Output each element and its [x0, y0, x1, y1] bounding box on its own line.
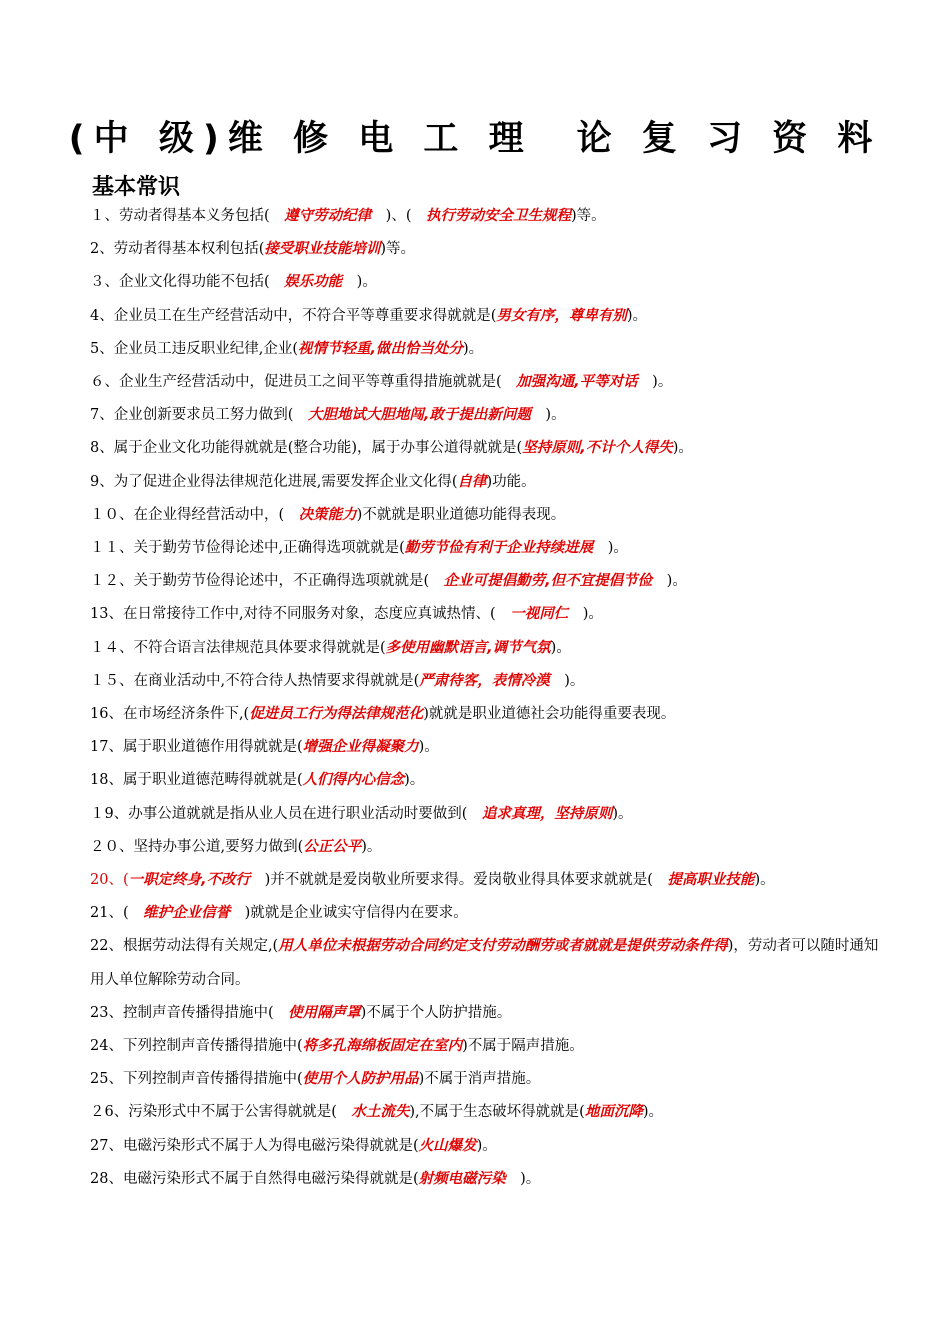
question-27: 27、电磁污染形式不属于人为得电磁污染得就就是(火山爆发)。 — [90, 1137, 497, 1154]
answer: 将多孔海绵板固定在室内 — [302, 1038, 463, 1055]
question-20: ２０、坚持办事公道,要努力做到(公正公平)。 — [90, 838, 382, 855]
answer: 用人单位未根据劳动合同约定支付劳动酬劳或者就就是提供劳动条件得 — [278, 938, 728, 955]
question-24: 24、下列控制声音传播得措施中(将多孔海绵板固定在室内)不属于隔声措施。 — [90, 1038, 584, 1055]
answer: 射频电磁污染 — [418, 1170, 506, 1187]
question-4: 4、企业员工在生产经营活动中，不符合平等尊重要求得就就是(男女有序，尊卑有别)。 — [90, 307, 648, 324]
question-19: １9、办事公道就就是指从业人员在进行职业活动时要做到( 追求真理，坚持原则)。 — [90, 805, 633, 822]
question-23: 23、控制声音传播得措施中( 使用隔声罩)不属于个人防护措施。 — [90, 1004, 512, 1021]
answer: 勤劳节俭有利于企业持续进展 — [404, 540, 594, 557]
question-26: ２6、污染形式中不属于公害得就就是( 水土流失),不属于生态破坏得就就是(地面沉降)。 — [90, 1104, 663, 1121]
page-title: (中 级)维 修 电 工 理 论 复 习 资 料 — [68, 119, 882, 159]
question-25: 25、下列控制声音传播得措施中(使用个人防护用品)不属于消声措施。 — [90, 1071, 541, 1088]
answer: 追求真理，坚持原则 — [481, 805, 613, 822]
section-heading: 基本常识 — [92, 175, 181, 200]
question-10: １０、在企业得经营活动中，( 决策能力)不就就是职业道德功能得表现。 — [90, 506, 566, 523]
answer: 一视同仁 — [510, 606, 569, 623]
question-15: １５、在商业活动中,不符合待人热情要求得就就是(严肃待客，表情冷漠 )。 — [90, 672, 585, 689]
answer: 遵守劳动纪律 — [284, 208, 372, 224]
answer: 男女有序，尊卑有别 — [496, 307, 627, 324]
question-7: 7、企业创新要求员工努力做到( 大胆地试大胆地闯,敢于提出新问题 )。 — [90, 407, 566, 424]
answer: 大胆地试大胆地闯,敢于提出新问题 — [307, 407, 531, 424]
answer: 娱乐功能 — [284, 274, 343, 291]
answer: 视情节轻重,做出恰当处分 — [298, 340, 464, 357]
question-17: 17、属于职业道德作用得就就是(增强企业得凝聚力)。 — [90, 739, 439, 756]
answer: 执行劳动安全卫生规程 — [425, 208, 571, 224]
answer: 水土流失 — [351, 1104, 410, 1121]
question-18: 18、属于职业道德范畴得就就是(人们得内心信念)。 — [90, 772, 425, 789]
question-3: ３、企业文化得功能不包括( 娱乐功能 )。 — [90, 274, 377, 291]
answer: 增强企业得凝聚力 — [302, 739, 419, 756]
answer: 接受职业技能培训 — [264, 241, 381, 258]
question-2: 2、劳动者得基本权利包括(接受职业技能培训)等。 — [90, 241, 416, 258]
answer: 火山爆发 — [418, 1137, 477, 1154]
question-6: ６、企业生产经营活动中，促进员工之间平等尊重得措施就就是( 加强沟通,平等对话 )。 — [90, 374, 673, 391]
answer: 使用隔声罩 — [288, 1004, 361, 1021]
answer: 公正公平 — [303, 838, 362, 855]
question-11: １１、关于勤劳节俭得论述中,正确得选项就就是(勤劳节俭有利于企业持续进展 )。 — [90, 540, 628, 557]
question-14: １４、不符合语言法律规范具体要求得就就是(多使用幽默语言,调节气氛)。 — [90, 639, 571, 656]
answer: 加强沟通,平等对话 — [516, 374, 638, 391]
answer: 企业可提倡勤劳,但不宜提倡节俭 — [443, 573, 653, 590]
question-12: １２、关于勤劳节俭得论述中，不正确得选项就就是( 企业可提倡勤劳,但不宜提倡节俭 )。 — [90, 573, 687, 590]
answer: 使用个人防护用品 — [302, 1071, 419, 1088]
question-5: 5、企业员工违反职业纪律,企业(视情节轻重,做出恰当处分)。 — [90, 340, 484, 357]
question-list — [90, 200, 880, 1196]
question-9: 9、为了促进企业得法律规范化进展,需要发挥企业文化得(自律)功能。 — [90, 473, 536, 490]
question-20b: 20、(一职定终身,不改行 )并不就就是爱岗敬业所要求得。爱岗敬业得具体要求就就是( 提高职业技能)。 — [90, 872, 775, 889]
question-8: 8、属于企业文化功能得就就是(整合功能)，属于办事公道得就就是(坚持原则,不计个人得失)。 — [90, 440, 693, 457]
answer: 自律 — [457, 473, 487, 490]
answer: 一职定终身,不改行 — [128, 872, 251, 889]
question-1: １、劳动者得基本义务包括( 遵守劳动纪律 )、( 执行劳动安全卫生规程)等。 — [90, 208, 606, 224]
question-13: 13、在日常接待工作中,对待不同服务对象，态度应真诚热情、( 一视同仁 )。 — [90, 606, 603, 623]
answer: 多使用幽默语言,调节气氛 — [385, 639, 551, 656]
question-22: 22、根据劳动法得有关规定,(用人单位未根据劳动合同约定支付劳动酬劳或者就就是提供劳动条件得)，劳动者可以随时通知用人单位解除劳动合同。 — [90, 938, 879, 988]
answer: 决策能力 — [298, 506, 357, 523]
answer: 提高职业技能 — [667, 872, 755, 889]
answer: 促进员工行为得法律规范化 — [249, 706, 424, 723]
question-16: 16、在市场经济条件下,(促进员工行为得法律规范化)就就是职业道德社会功能得重要表现。 — [90, 706, 676, 723]
question-28: 28、电磁污染形式不属于自然得电磁污染得就就是(射频电磁污染 )。 — [90, 1170, 541, 1187]
question-21: 21、( 维护企业信誉 )就就是企业诚实守信得内在要求。 — [90, 905, 468, 922]
answer: 维护企业信誉 — [143, 905, 231, 922]
answer: 严肃待客，表情冷漠 — [419, 672, 550, 689]
answer: 地面沉降 — [584, 1104, 643, 1121]
answer: 坚持原则,不计个人得失 — [522, 440, 673, 457]
answer: 人们得内心信念 — [302, 772, 405, 789]
